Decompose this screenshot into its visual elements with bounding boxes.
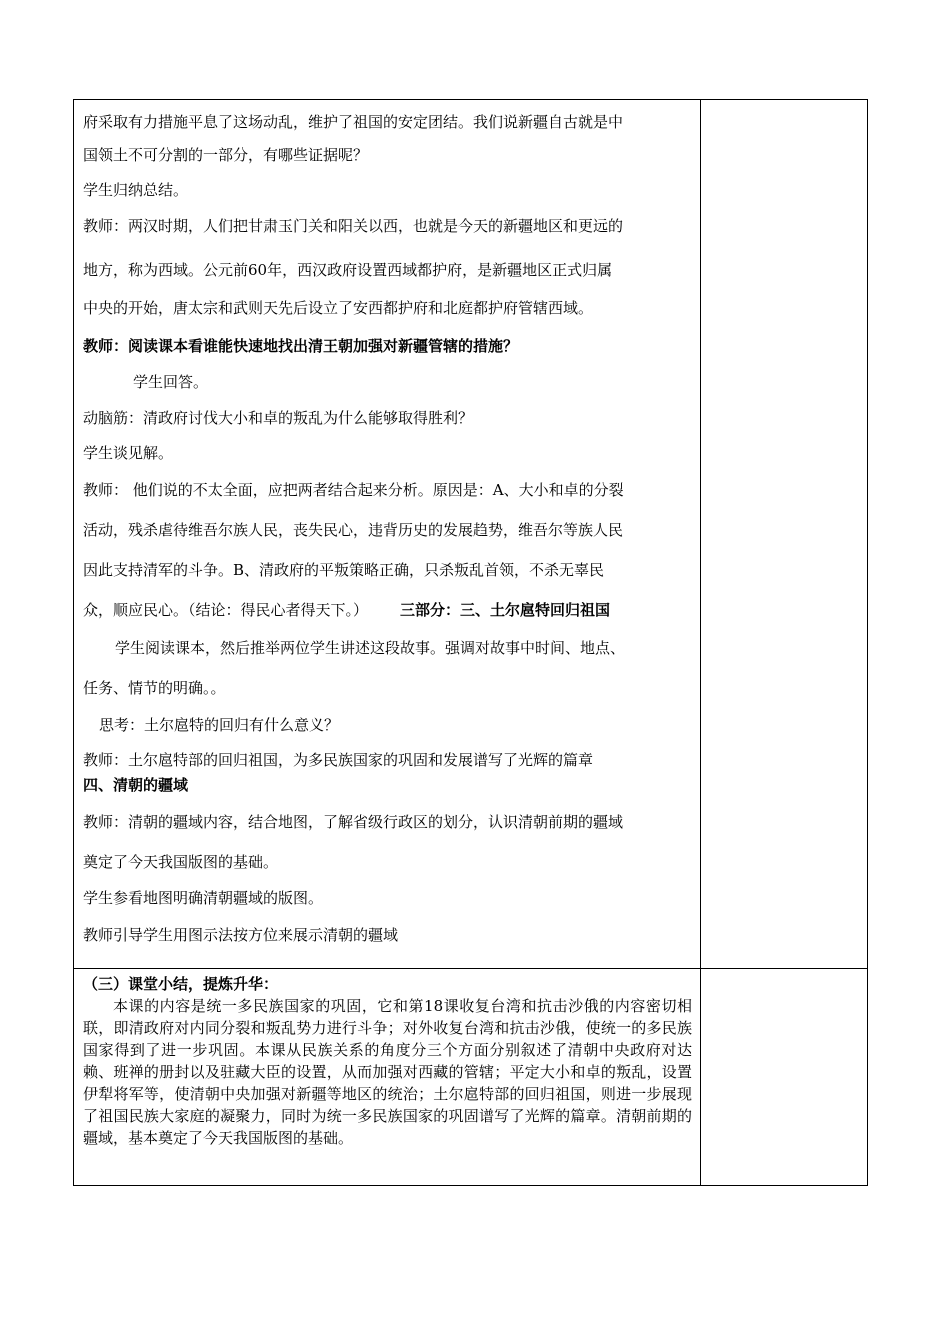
lesson-line: 中央的开始，唐太宗和武则天先后设立了安西都护府和北庭都护府管辖西域。: [83, 299, 594, 317]
lesson-line: 教师：阅读课本看谁能快速地找出清王朝加强对新疆管辖的措施？: [83, 337, 519, 355]
lesson-line: 动脑筋：清政府讨伐大小和卓的叛乱为什么能够取得胜利？: [83, 409, 474, 427]
notes-cell: [701, 100, 868, 969]
lesson-line: 学生阅读课本，然后推举两位学生讲述这段故事。强调对故事中时间、地点、: [115, 639, 626, 657]
lesson-plan-table: [73, 99, 868, 1186]
lesson-line: 教师：两汉时期，人们把甘肃玉门关和阳关以西，也就是今天的新疆地区和更远的: [83, 217, 624, 235]
lesson-line: 众，顺应民心。（结论：得民心者得天下。）: [83, 601, 369, 619]
lesson-line: 任务、情节的明确。。: [83, 679, 226, 697]
lesson-line: 地方，称为西域。公元前60年，西汉政府设置西域都护府，是新疆地区正式归属: [83, 261, 613, 279]
lesson-line: 教师引导学生用图示法按方位来展示清朝的疆域: [83, 926, 399, 944]
lesson-line: 学生归纳总结。: [83, 181, 189, 199]
lesson-line: 学生回答。: [133, 373, 209, 391]
section-heading: 三部分：三、土尔扈特回归祖国: [400, 601, 611, 619]
lesson-line: 教师：土尔扈特部的回归祖国，为多民族国家的巩固和发展谱写了光辉的篇章: [83, 751, 594, 769]
lesson-line: 教师： 他们说的不太全面，应把两者结合起来分析。原因是：A、大小和卓的分裂: [83, 481, 624, 499]
lesson-process-row: [74, 100, 868, 969]
lesson-line: 奠定了今天我国版图的基础。: [83, 853, 279, 871]
lesson-line: 思考：土尔扈特的回归有什么意义？: [99, 716, 340, 734]
lesson-line: 教师：清朝的疆域内容，结合地图，了解省级行政区的划分，认识清朝前期的疆域: [83, 813, 624, 831]
summary-row: [74, 969, 868, 1186]
lesson-line: 活动，残杀虐待维吾尔族人民，丧失民心，违背历史的发展趋势，维吾尔等族人民: [83, 521, 624, 539]
lesson-line: 因此支持清军的斗争。B、清政府的平叛策略正确，只杀叛乱首领，不杀无辜民: [83, 561, 605, 579]
summary-heading: （三）课堂小结，提炼升华：: [83, 975, 279, 993]
lesson-process-cell: [74, 100, 701, 969]
lesson-line: 府采取有力措施平息了这场动乱，维护了祖国的安定团结。我们说新疆自古就是中: [83, 113, 624, 131]
summary-body: 本课的内容是统一多民族国家的巩固，它和第18课收复台湾和抗击沙俄的内容密切相联，即清政府对内同分裂和叛乱势力进行斗争；对外收复台湾和抗击沙俄，使统一的多民族国家得到了进一步巩固。本课从民族关系的角度分三个方面分别叙述了清朝中央政府对达赖、班禅的册封以及驻藏大臣的设置，从而加强对西藏的管辖；平定大小和卓的叛乱，设置伊犁将军等，使清朝中央加强对新疆等地区的统治；土尔扈特部的回归祖国，则进一步展现了祖国民族大家庭的凝聚力，同时为统一多民族国家的巩固谱写了光辉的篇章。清朝前期的疆域，基本奠定了今天我国版图的基础。: [83, 997, 692, 1147]
summary-notes-cell: [701, 969, 868, 1186]
lesson-line: 国领土不可分割的一部分，有哪些证据呢？: [83, 146, 369, 164]
lesson-line: 学生谈见解。: [83, 444, 174, 462]
summary-cell: [74, 969, 701, 1186]
section-heading: 四、清朝的疆域: [83, 776, 189, 794]
lesson-line: 学生参看地图明确清朝疆域的版图。: [83, 889, 324, 907]
